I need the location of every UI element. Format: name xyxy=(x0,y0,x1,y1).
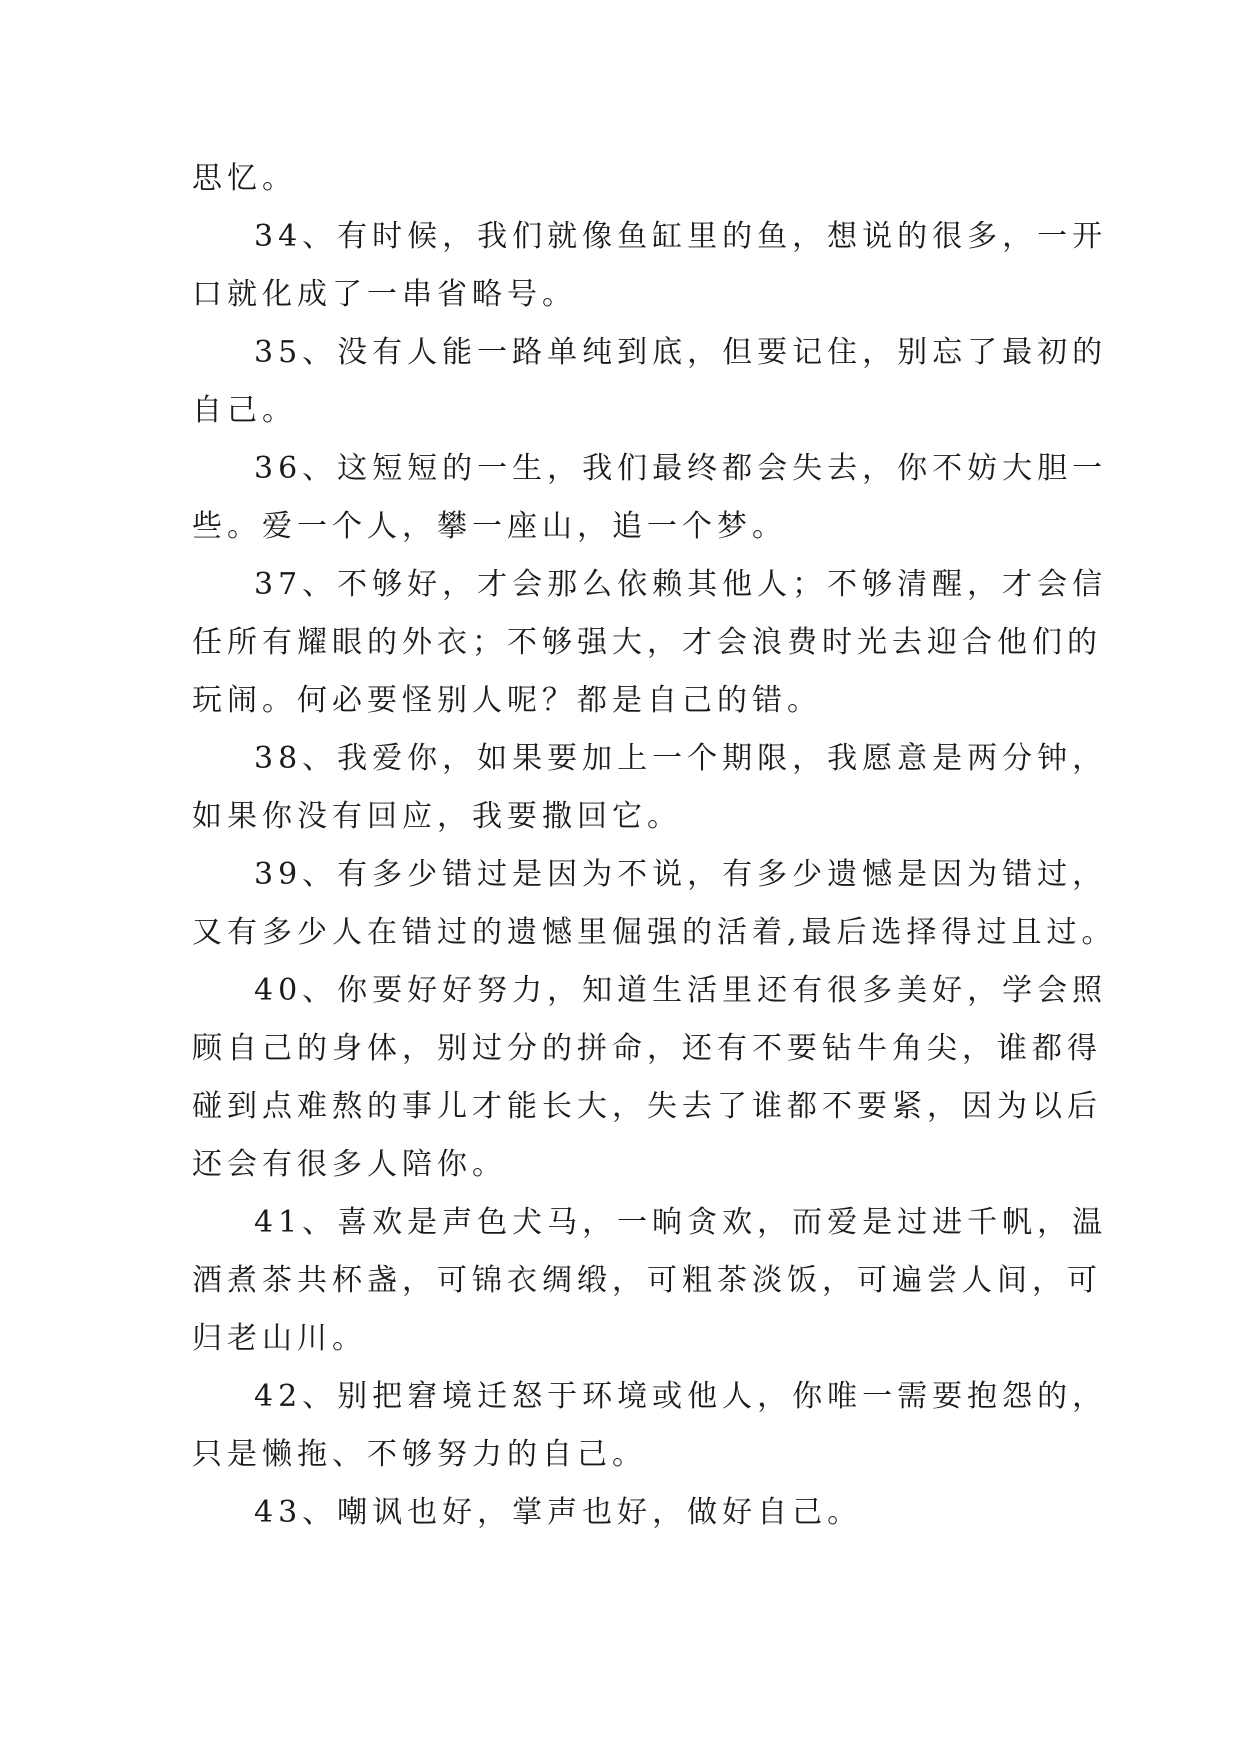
paragraph-38 xyxy=(192,730,1108,846)
paragraph-line: 43、嘲讽也好，掌声也好，做好自己。 xyxy=(254,1495,863,1530)
paragraph-40 xyxy=(192,962,1108,1194)
document-body xyxy=(192,150,1117,1542)
paragraph-line: 36、这短短的一生，我们最终都会失去，你不妨大胆一 xyxy=(254,451,1108,486)
paragraph-line: 只是懒拖、不够努力的自己。 xyxy=(192,1437,647,1472)
paragraph-42 xyxy=(192,1368,1108,1484)
paragraph-line: 些。爱一个人，攀一座山，追一个梦。 xyxy=(192,509,787,544)
paragraph-continuation xyxy=(192,150,1052,208)
paragraph-34 xyxy=(192,208,1108,324)
paragraph-35 xyxy=(192,324,1108,440)
paragraph-line: 归老山川。 xyxy=(192,1321,367,1356)
paragraph-line: 酒煮茶共杯盏，可锦衣绸缎，可粗茶淡饭，可遍尝人间，可 xyxy=(192,1263,1102,1298)
paragraph-line: 35、没有人能一路单纯到底，但要记住，别忘了最初的 xyxy=(254,335,1108,370)
paragraph-line: 40、你要好好努力，知道生活里还有很多美好，学会照 xyxy=(254,973,1108,1008)
paragraph-39 xyxy=(192,846,1117,962)
paragraph-line: 42、别把窘境迁怒于环境或他人，你唯一需要抱怨的， xyxy=(254,1379,1108,1414)
paragraph-36 xyxy=(192,440,1108,556)
paragraph-line: 41、喜欢是声色犬马，一晌贪欢，而爱是过进千帆，温 xyxy=(254,1205,1108,1240)
paragraph-37 xyxy=(192,556,1108,730)
paragraph-line: 玩闹。何必要怪别人呢？都是自己的错。 xyxy=(192,683,822,718)
paragraph-line: 自己。 xyxy=(192,393,297,428)
paragraph-line: 还会有很多人陪你。 xyxy=(192,1147,507,1182)
paragraph-line: 如果你没有回应，我要撒回它。 xyxy=(192,799,682,834)
paragraph-line: 39、有多少错过是因为不说，有多少遗憾是因为错过， xyxy=(254,857,1108,892)
paragraph-line: 顾自己的身体，别过分的拼命，还有不要钻牛角尖，谁都得 xyxy=(192,1031,1102,1066)
paragraph-line: 37、不够好，才会那么依赖其他人；不够清醒，才会信 xyxy=(254,567,1108,602)
paragraph-43 xyxy=(192,1484,1052,1542)
paragraph-line: 口就化成了一串省略号。 xyxy=(192,277,577,312)
paragraph-41 xyxy=(192,1194,1108,1368)
paragraph-line: 思忆。 xyxy=(192,161,297,196)
paragraph-line: 碰到点难熬的事儿才能长大，失去了谁都不要紧，因为以后 xyxy=(192,1089,1102,1124)
paragraph-line: 38、我爱你，如果要加上一个期限，我愿意是两分钟， xyxy=(254,741,1108,776)
paragraph-line: 又有多少人在错过的遗憾里倔强的活着,最后选择得过且过。 xyxy=(192,915,1117,950)
paragraph-line: 任所有耀眼的外衣；不够强大，才会浪费时光去迎合他们的 xyxy=(192,625,1102,660)
paragraph-line: 34、有时候，我们就像鱼缸里的鱼，想说的很多，一开 xyxy=(254,219,1108,254)
